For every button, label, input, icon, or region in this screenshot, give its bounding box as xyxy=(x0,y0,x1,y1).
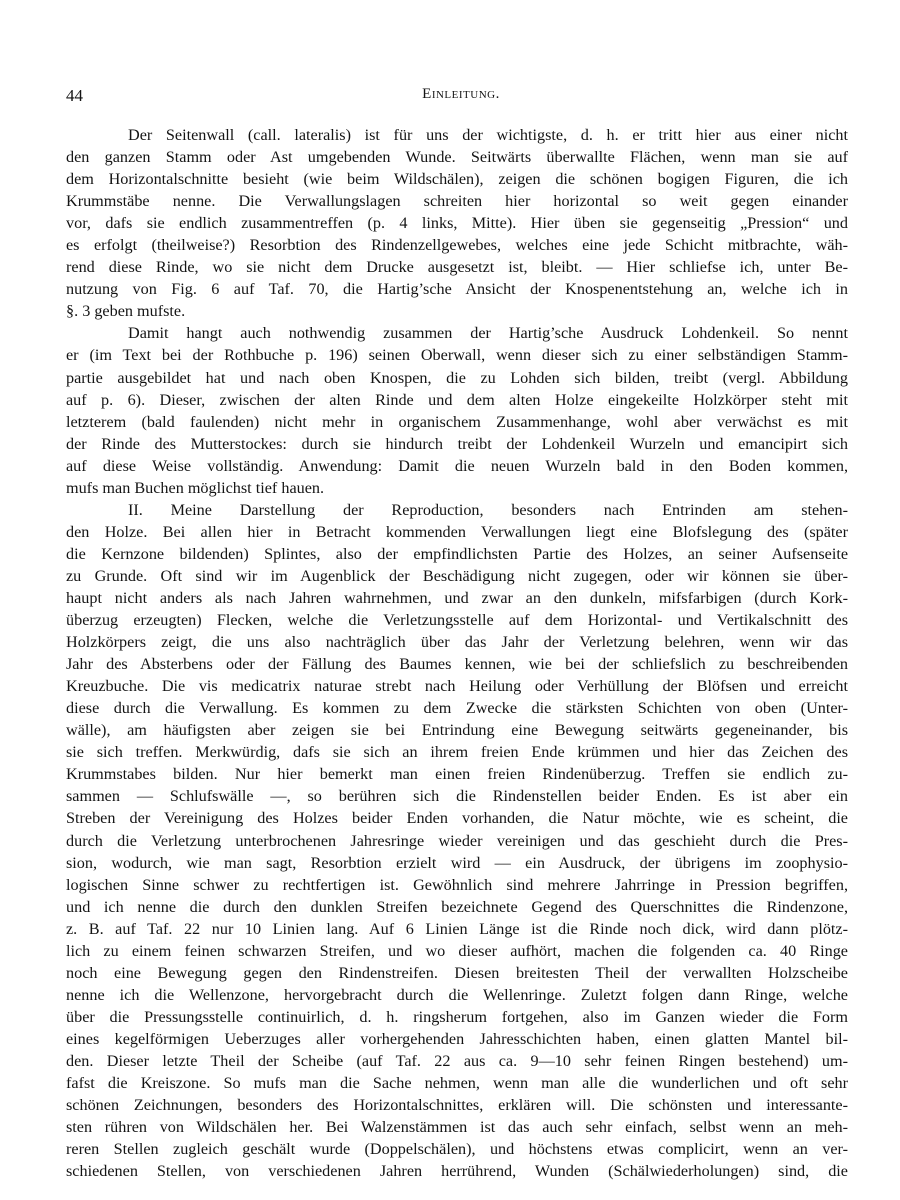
text-line: überzug erzeugten) Flecken, welche die Verletzungsstelle auf dem Horizontal- und Vertikalschnitt des xyxy=(66,611,848,630)
text-line: letzterem (bald faulenden) nicht mehr in organischem Zusammenhange, wohl aber verwächst es mit xyxy=(66,412,848,431)
text-line: dem Horizontalschnitte besieht (wie beim Wildschälen), zeigen die schönen bogigen Figuren, die ich xyxy=(66,170,848,189)
text-line: lich zu einem feinen schwarzen Streifen, und wo dieser aufhört, machen die folgenden ca. 40 Ringe xyxy=(66,941,848,960)
text-line: den ganzen Stamm oder Ast umgebenden Wunde. Seitwärts überwallte Flächen, wenn man sie auf xyxy=(66,148,848,167)
text-line: Krummstabes bilden. Nur hier bemerkt man einen freien Rindenüberzug. Treffen sie endlich zu- xyxy=(66,765,848,784)
text-line: den Holze. Bei allen hier in Betracht kommenden Verwallungen liegt eine Blofslegung des (später xyxy=(66,522,848,541)
text-line: Streben der Vereinigung des Holzes beider Enden vorhanden, die Natur möchte, wie es scheint, die xyxy=(66,809,848,828)
text-line: z. B. auf Taf. 22 nur 10 Linien lang. Auf 6 Linien Länge ist die Rinde noch dick, wird dann plötz- xyxy=(66,919,848,938)
text-line: rend diese Rinde, wo sie nicht dem Drucke ausgesetzt ist, bleibt. — Hier schliefse ich, unter Be- xyxy=(66,258,848,277)
text-line: sion, wodurch, wie man sagt, Resorbtion erzielt wird — ein Ausdruck, der übrigens im zoophysio- xyxy=(66,853,848,872)
text-line: sten rühren von Wildschälen her. Bei Walzenstämmen ist das auch sehr einfach, selbst wenn an meh- xyxy=(66,1118,848,1137)
text-line: nutzung von Fig. 6 auf Taf. 70, die Hartig’sche Ansicht der Knospenentstehung an, welche ich in xyxy=(66,280,848,299)
text-line: durch die Verletzung unterbrochenen Jahresringe wieder vereinigen und das geschieht durch die Pres- xyxy=(66,831,848,850)
text-line: und ich nenne die durch den dunklen Streifen bezeichnete Gegend des Querschnittes die Rindenzone, xyxy=(66,897,848,916)
text-line: partie ausgebildet hat und nach oben Knospen, die zu Lohden sich bilden, treibt (vergl. Abbildung xyxy=(66,368,848,387)
text-line: Krummstäbe nenne. Die Verwallungslagen schreiten hier horizontal so weit gegen einander xyxy=(66,192,848,211)
text-line: wälle), am häufigsten aber zeigen sie bei Entrindung eine Bewegung seitwärts gegeneinander, bis xyxy=(66,721,848,740)
text-line: der Rinde des Mutterstockes: durch sie hindurch treibt der Lohdenkeil Wurzeln und emancipirt sich xyxy=(66,434,848,453)
text-line: Der Seitenwall (call. lateralis) ist für uns der wichtigste, d. h. er tritt hier aus einer nicht xyxy=(128,126,848,144)
text-line: Damit hangt auch nothwendig zusammen der Hartig’sche Ausdruck Lohdenkeil. So nennt xyxy=(128,324,848,343)
text-line: zu Grunde. Oft sind wir im Augenblick der Beschädigung nicht zugegen, oder wir können sie über- xyxy=(66,566,848,585)
text-line: mufs man Buchen möglichst tief hauen. xyxy=(66,478,325,497)
text-line: den. Dieser letzte Theil der Scheibe (auf Taf. 22 aus ca. 9—10 sehr feinen Ringen bestehend) um- xyxy=(66,1051,848,1070)
text-line: II. Meine Darstellung der Reproduction, besonders nach Entrinden am stehen- xyxy=(128,500,848,519)
text-line: auf diese Weise vollständig. Anwendung: Damit die neuen Wurzeln bald in den Boden kommen, xyxy=(66,456,848,475)
text-line: fafst die Kreiszone. So mufs man die Sache nehmen, wenn man alle die wunderlichen und oft sehr xyxy=(66,1074,848,1093)
text-line: die Kernzone bildenden) Splintes, also der empfindlichsten Partie des Holzes, an seiner Aufsenseite xyxy=(66,544,848,563)
text-line: logischen Sinne schwer zu rechtfertigen ist. Gewöhnlich sind mehrere Jahrringe in Pression begriffen, xyxy=(66,875,848,894)
text-line: §. 3 geben mufste. xyxy=(66,302,186,321)
page-number: 44 xyxy=(66,86,83,105)
text-line: haupt nicht anders als nach Jahren wahrnehmen, und zwar an den dunkeln, mifsfarbigen (durch Kork- xyxy=(66,588,848,607)
text-line: Jahr des Absterbens oder der Fällung des Baumes kennen, wie bei der schliefslich zu beschreibenden xyxy=(66,655,848,674)
text-line: es erfolgt (theilweise?) Resorbtion des Rindenzellgewebes, welches eine jede Schicht mitbrachte, wäh- xyxy=(66,236,848,255)
page-header xyxy=(66,86,846,108)
text-line: Kreuzbuche. Die vis medicatrix naturae strebt nach Heilung oder Verhüllung der Blöfsen und erreicht xyxy=(66,677,848,696)
text-line: sammen — Schlufswälle —, so berühren sich die Rindenstellen beider Enden. Es ist aber ein xyxy=(66,787,848,806)
text-line: über die Pressungsstelle continuirlich, d. h. ringsherum fortgehen, also im Ganzen wieder die Form xyxy=(66,1007,848,1026)
text-line: diese durch die Verwallung. Es kommen zu dem Zwecke die stärksten Schichten von oben (Unter- xyxy=(66,699,848,718)
text-line: noch eine Bewegung gegen den Rindenstreifen. Diesen breitesten Theil der verwallten Holzscheibe xyxy=(66,963,848,982)
running-title: Einleitung. xyxy=(422,86,500,102)
text-line: er (im Text bei der Rothbuche p. 196) seinen Oberwall, wenn dieser sich zu einer selbständigen Stamm- xyxy=(66,346,848,365)
text-line: Holzkörpers zeigt, die uns also nachträglich über das Jahr der Verletzung belehren, wenn wir das xyxy=(66,633,848,652)
text-line: sie sich treffen. Merkwürdig, dafs sie sich an ihrem freien Ende krümmen und hier das Zeichen des xyxy=(66,743,848,762)
text-line: reren Stellen zugleich geschält wurde (Doppelschälen), und höchstens etwas complicirt, wenn an ver- xyxy=(66,1140,848,1159)
text-line: nenne ich die Wellenzone, hervorgebracht durch die Wellenringe. Zuletzt folgen dann Ringe, welche xyxy=(66,985,848,1004)
text-line: schiedenen Stellen, von verschiedenen Jahren herrührend, Wunden (Schälwiederholungen) sind, die xyxy=(66,1162,848,1181)
text-line: vor, dafs sie endlich zusammentreffen (p. 4 links, Mitte). Hier üben sie gegenseitig „Pression“ und xyxy=(66,214,848,233)
body-text xyxy=(66,124,848,1182)
text-line: eines kegelförmigen Ueberzuges aller vorhergehenden Jahresschichten haben, einen glatten Mantel bil- xyxy=(66,1029,848,1048)
text-line: schönen Zeichnungen, besonders des Horizontalschnittes, erklären will. Die schönsten und interessante- xyxy=(66,1096,848,1115)
text-line: auf p. 6). Dieser, zwischen der alten Rinde und dem alten Holze eingekeilte Holzkörper steht mit xyxy=(66,390,848,409)
